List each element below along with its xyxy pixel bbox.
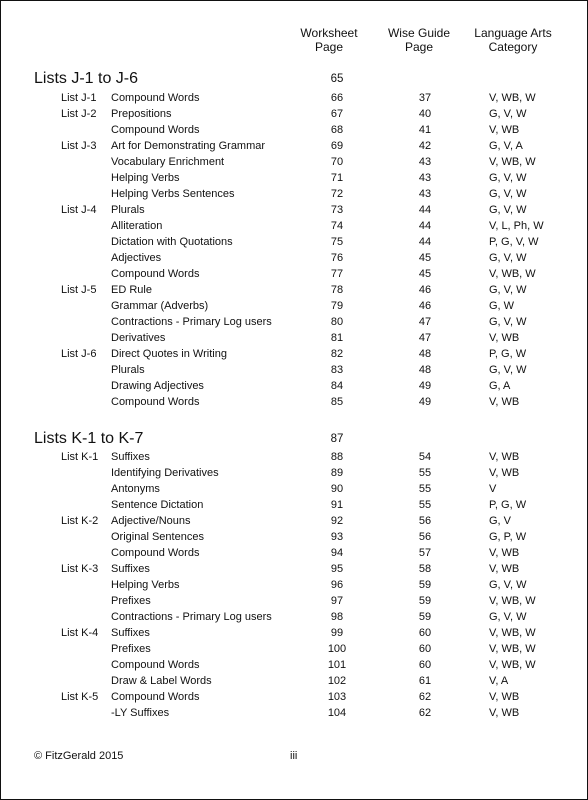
table-row — [1, 330, 588, 346]
topic-cell: Helping Verbs — [111, 172, 180, 184]
topic-cell: Compound Words — [111, 691, 200, 703]
table-row — [1, 170, 588, 186]
table-row — [1, 657, 588, 673]
category-cell: G, V, W — [489, 579, 527, 591]
topic-cell: Antonyms — [111, 483, 160, 495]
list-label: List J-1 — [61, 92, 97, 104]
category-cell: G, V, W — [489, 284, 527, 296]
worksheet-page-cell: 102 — [327, 675, 347, 687]
category-cell: G, V, W — [489, 172, 527, 184]
topic-cell: Compound Words — [111, 659, 200, 671]
header-wise-guide-line2: Page — [404, 40, 434, 54]
worksheet-page-cell: 71 — [330, 172, 344, 184]
list-label: List J-5 — [61, 284, 97, 296]
topic-cell: Identifying Derivatives — [111, 467, 219, 479]
table-row — [1, 250, 588, 266]
list-label: List J-4 — [61, 204, 97, 216]
wise-guide-page-cell: 57 — [418, 547, 432, 559]
worksheet-page-cell: 97 — [330, 595, 344, 607]
table-row — [1, 705, 588, 721]
table-row — [1, 346, 588, 362]
wise-guide-page-cell: 60 — [418, 627, 432, 639]
footer-page-number: iii — [290, 750, 298, 762]
wise-guide-page-cell: 61 — [418, 675, 432, 687]
table-row — [1, 298, 588, 314]
topic-cell: Contractions - Primary Log users — [111, 611, 272, 623]
section-rows — [1, 90, 588, 410]
header-language-arts-category — [469, 26, 557, 54]
wise-guide-page-cell: 54 — [418, 451, 432, 463]
topic-cell: Drawing Adjectives — [111, 380, 204, 392]
table-row — [1, 625, 588, 641]
topic-cell: Prepositions — [111, 108, 172, 120]
category-cell: G, W — [489, 300, 515, 312]
topic-cell: Helping Verbs — [111, 579, 180, 591]
list-label: List K-1 — [61, 451, 99, 463]
worksheet-page-cell: 101 — [327, 659, 347, 671]
table-row — [1, 673, 588, 689]
list-label: List J-2 — [61, 108, 97, 120]
worksheet-page-cell: 81 — [330, 332, 344, 344]
wise-guide-page-cell: 45 — [418, 268, 432, 280]
category-cell: G, V — [489, 515, 512, 527]
wise-guide-page-cell: 44 — [418, 236, 432, 248]
category-cell: G, V, A — [489, 140, 523, 152]
list-label: List K-2 — [61, 515, 99, 527]
category-cell: V, WB — [489, 332, 520, 344]
category-cell: V, WB — [489, 707, 520, 719]
wise-guide-page-cell: 56 — [418, 515, 432, 527]
table-row — [1, 609, 588, 625]
category-cell: G, V, W — [489, 252, 527, 264]
header-wise-guide-line1: Wise Guide — [387, 26, 451, 40]
worksheet-page-cell: 104 — [327, 707, 347, 719]
category-cell: P, G, W — [489, 499, 527, 511]
topic-cell: -LY Suffixes — [111, 707, 170, 719]
wise-guide-page-cell: 40 — [418, 108, 432, 120]
category-cell: V, WB, W — [489, 595, 536, 607]
topic-cell: Original Sentences — [111, 531, 204, 543]
topic-cell: Plurals — [111, 364, 145, 376]
category-cell: G, P, W — [489, 531, 527, 543]
topic-cell: Compound Words — [111, 92, 200, 104]
wise-guide-page-cell: 43 — [418, 156, 432, 168]
worksheet-page-cell: 72 — [330, 188, 344, 200]
wise-guide-page-cell: 56 — [418, 531, 432, 543]
worksheet-page-cell: 78 — [330, 284, 344, 296]
wise-guide-page-cell: 43 — [418, 172, 432, 184]
wise-guide-page-cell: 62 — [418, 707, 432, 719]
worksheet-page-cell: 93 — [330, 531, 344, 543]
worksheet-page-cell: 82 — [330, 348, 344, 360]
section-title: Lists K-1 to K-7 — [34, 430, 144, 447]
wise-guide-page-cell: 37 — [418, 92, 432, 104]
worksheet-page-cell: 100 — [327, 643, 347, 655]
table-row — [1, 449, 588, 465]
table-row — [1, 394, 588, 410]
category-cell: V, WB, W — [489, 643, 536, 655]
category-cell: G, V, W — [489, 316, 527, 328]
worksheet-page-cell: 89 — [330, 467, 344, 479]
topic-cell: Vocabulary Enrichment — [111, 156, 225, 168]
worksheet-page-cell: 98 — [330, 611, 344, 623]
category-cell: V, WB, W — [489, 659, 536, 671]
category-cell: V, WB — [489, 124, 520, 136]
header-worksheet-line1: Worksheet — [300, 26, 358, 40]
category-cell: G, V, W — [489, 188, 527, 200]
topic-cell: Sentence Dictation — [111, 499, 204, 511]
wise-guide-page-cell: 55 — [418, 483, 432, 495]
topic-cell: ED Rule — [111, 284, 152, 296]
worksheet-page-cell: 95 — [330, 563, 344, 575]
topic-cell: Direct Quotes in Writing — [111, 348, 227, 360]
table-row — [1, 314, 588, 330]
wise-guide-page-cell: 44 — [418, 204, 432, 216]
category-cell: G, V, W — [489, 364, 527, 376]
wise-guide-page-cell: 45 — [418, 252, 432, 264]
category-cell: V, WB — [489, 563, 520, 575]
section-title: Lists J-1 to J-6 — [34, 70, 139, 87]
table-row — [1, 513, 588, 529]
worksheet-page-cell: 85 — [330, 396, 344, 408]
worksheet-page-cell: 92 — [330, 515, 344, 527]
table-row — [1, 106, 588, 122]
wise-guide-page-cell: 43 — [418, 188, 432, 200]
topic-cell: Contractions - Primary Log users — [111, 316, 272, 328]
topic-cell: Derivatives — [111, 332, 166, 344]
table-row — [1, 561, 588, 577]
topic-cell: Plurals — [111, 204, 145, 216]
worksheet-page-cell: 99 — [330, 627, 344, 639]
topic-cell: Compound Words — [111, 547, 200, 559]
worksheet-page-cell: 90 — [330, 483, 344, 495]
wise-guide-page-cell: 60 — [418, 659, 432, 671]
table-row — [1, 154, 588, 170]
category-cell: V, WB — [489, 451, 520, 463]
table-row — [1, 378, 588, 394]
table-row — [1, 641, 588, 657]
list-label: List J-3 — [61, 140, 97, 152]
topic-cell: Adjectives — [111, 252, 162, 264]
table-row — [1, 122, 588, 138]
list-label: List K-3 — [61, 563, 99, 575]
wise-guide-page-cell: 47 — [418, 316, 432, 328]
table-row — [1, 234, 588, 250]
table-row — [1, 138, 588, 154]
wise-guide-page-cell: 60 — [418, 643, 432, 655]
topic-cell: Compound Words — [111, 268, 200, 280]
wise-guide-page-cell: 59 — [418, 595, 432, 607]
wise-guide-page-cell: 59 — [418, 611, 432, 623]
category-cell: V, WB, W — [489, 268, 536, 280]
list-label: List J-6 — [61, 348, 97, 360]
topic-cell: Compound Words — [111, 124, 200, 136]
wise-guide-page-cell: 44 — [418, 220, 432, 232]
worksheet-page-cell: 79 — [330, 300, 344, 312]
wise-guide-page-cell: 41 — [418, 124, 432, 136]
topic-cell: Compound Words — [111, 396, 200, 408]
header-language-arts-line2: Category — [488, 40, 538, 54]
section-rows — [1, 449, 588, 721]
table-row — [1, 186, 588, 202]
table-row — [1, 465, 588, 481]
wise-guide-page-cell: 58 — [418, 563, 432, 575]
worksheet-page-cell: 74 — [330, 220, 344, 232]
category-cell: G, A — [489, 380, 511, 392]
footer-copyright: © FitzGerald 2015 — [34, 750, 124, 762]
topic-cell: Helping Verbs Sentences — [111, 188, 235, 200]
table-row — [1, 90, 588, 106]
category-cell: V, WB, W — [489, 156, 536, 168]
topic-cell: Suffixes — [111, 563, 150, 575]
table-row — [1, 497, 588, 513]
list-label: List K-4 — [61, 627, 99, 639]
category-cell: G, V, W — [489, 204, 527, 216]
category-cell: V — [489, 483, 497, 495]
topic-cell: Grammar (Adverbs) — [111, 300, 209, 312]
worksheet-page-cell: 103 — [327, 691, 347, 703]
wise-guide-page-cell: 49 — [418, 396, 432, 408]
header-wise-guide-page — [381, 26, 457, 54]
topic-cell: Draw & Label Words — [111, 675, 212, 687]
worksheet-page-cell: 96 — [330, 579, 344, 591]
worksheet-page-cell: 83 — [330, 364, 344, 376]
header-worksheet-page — [291, 26, 367, 54]
table-row — [1, 689, 588, 705]
section-worksheet-page: 65 — [330, 73, 344, 85]
wise-guide-page-cell: 46 — [418, 300, 432, 312]
worksheet-page-cell: 67 — [330, 108, 344, 120]
wise-guide-page-cell: 62 — [418, 691, 432, 703]
category-cell: G, V, W — [489, 611, 527, 623]
category-cell: V, WB — [489, 691, 520, 703]
table-row — [1, 282, 588, 298]
topic-cell: Adjective/Nouns — [111, 515, 191, 527]
wise-guide-page-cell: 48 — [418, 348, 432, 360]
topic-cell: Prefixes — [111, 595, 151, 607]
table-row — [1, 577, 588, 593]
worksheet-page-cell: 80 — [330, 316, 344, 328]
topic-cell: Suffixes — [111, 627, 150, 639]
wise-guide-page-cell: 55 — [418, 467, 432, 479]
category-cell: V, WB — [489, 467, 520, 479]
header-worksheet-line2: Page — [314, 40, 344, 54]
wise-guide-page-cell: 47 — [418, 332, 432, 344]
topic-cell: Suffixes — [111, 451, 150, 463]
worksheet-page-cell: 77 — [330, 268, 344, 280]
section-worksheet-page: 87 — [330, 433, 344, 445]
worksheet-page-cell: 69 — [330, 140, 344, 152]
worksheet-page-cell: 91 — [330, 499, 344, 511]
table-row — [1, 481, 588, 497]
wise-guide-page-cell: 55 — [418, 499, 432, 511]
category-cell: V, WB, W — [489, 92, 536, 104]
category-cell: P, G, W — [489, 348, 527, 360]
wise-guide-page-cell: 48 — [418, 364, 432, 376]
wise-guide-page-cell: 46 — [418, 284, 432, 296]
table-row — [1, 362, 588, 378]
worksheet-page-cell: 73 — [330, 204, 344, 216]
table-row — [1, 593, 588, 609]
topic-cell: Dictation with Quotations — [111, 236, 233, 248]
worksheet-page-cell: 68 — [330, 124, 344, 136]
worksheet-page-cell: 75 — [330, 236, 344, 248]
table-row — [1, 545, 588, 561]
worksheet-page-cell: 66 — [330, 92, 344, 104]
header-language-arts-line1: Language Arts — [474, 26, 552, 40]
worksheet-page-cell: 88 — [330, 451, 344, 463]
wise-guide-page-cell: 59 — [418, 579, 432, 591]
category-cell: V, WB — [489, 547, 520, 559]
worksheet-page-cell: 84 — [330, 380, 344, 392]
table-row — [1, 529, 588, 545]
worksheet-page-cell: 94 — [330, 547, 344, 559]
topic-cell: Alliteration — [111, 220, 163, 232]
category-cell: P, G, V, W — [489, 236, 539, 248]
table-row — [1, 266, 588, 282]
category-cell: V, L, Ph, W — [489, 220, 544, 232]
wise-guide-page-cell: 42 — [418, 140, 432, 152]
worksheet-page-cell: 70 — [330, 156, 344, 168]
category-cell: V, A — [489, 675, 509, 687]
table-row — [1, 202, 588, 218]
topic-cell: Prefixes — [111, 643, 151, 655]
table-row — [1, 218, 588, 234]
category-cell: V, WB, W — [489, 627, 536, 639]
category-cell: G, V, W — [489, 108, 527, 120]
wise-guide-page-cell: 49 — [418, 380, 432, 392]
category-cell: V, WB — [489, 396, 520, 408]
topic-cell: Art for Demonstrating Grammar — [111, 140, 266, 152]
list-label: List K-5 — [61, 691, 99, 703]
worksheet-page-cell: 76 — [330, 252, 344, 264]
